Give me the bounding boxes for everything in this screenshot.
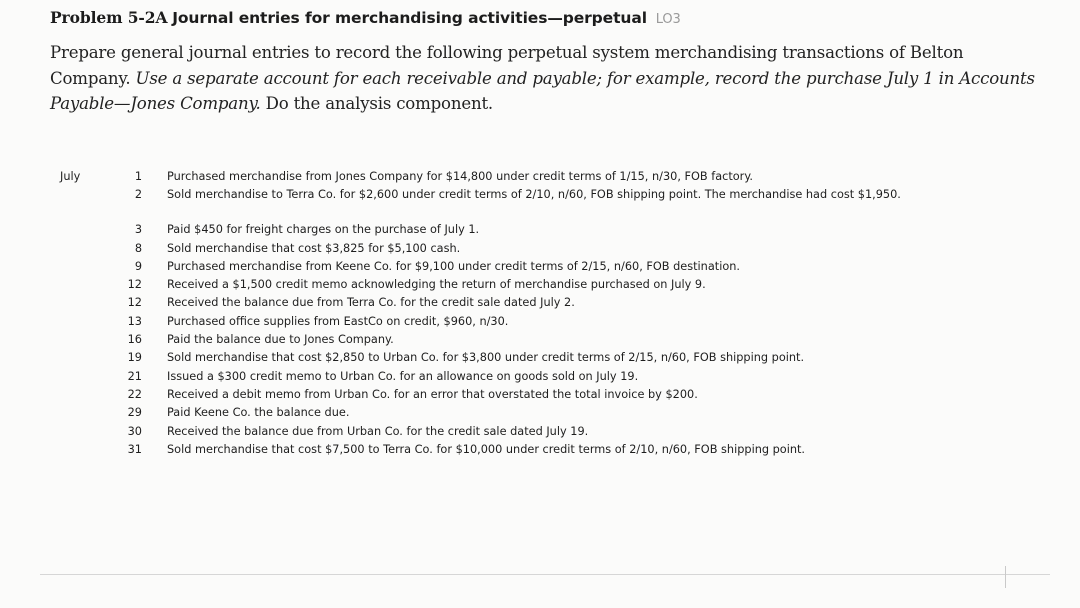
problem-heading — [50, 8, 681, 27]
transaction-text: Received a debit memo from Urban Co. for an error that overstated the total invoice by $200. — [167, 387, 698, 401]
transaction-row — [60, 368, 1050, 386]
transaction-row — [60, 276, 1050, 294]
instructions-tail: Do the analysis component. — [265, 94, 493, 113]
instructions-italic: Use a separate account for each receivable and payable; for example, record the purchase July 1 in Accounts Payable—Jones Company. — [50, 68, 1035, 113]
transaction-text: Received the balance due from Terra Co. for the credit sale dated July 2. — [167, 296, 575, 310]
transaction-day: 29 — [127, 406, 142, 420]
learning-objective: LO3 — [655, 12, 681, 27]
transaction-row — [60, 258, 1050, 276]
transaction-month: July — [60, 170, 81, 183]
problem-instructions — [50, 40, 1040, 117]
transaction-row — [60, 349, 1050, 367]
transaction-text: Paid Keene Co. the balance due. — [167, 406, 350, 420]
transaction-text: Received a $1,500 credit memo acknowledging the return of merchandise purchased on July 9. — [167, 278, 706, 292]
transaction-day: 3 — [134, 223, 142, 237]
transaction-row — [60, 294, 1050, 312]
transaction-list — [60, 168, 1050, 459]
transaction-text: Purchased merchandise from Jones Company for $14,800 under credit terms of 1/15, n/30, FOB factory. — [167, 170, 753, 183]
transaction-day: 21 — [127, 369, 142, 383]
page-crop-mark — [1005, 566, 1006, 588]
page-bottom-rule — [40, 574, 1050, 575]
transaction-day: 22 — [127, 387, 142, 401]
transaction-row — [60, 441, 1050, 459]
transaction-row — [60, 313, 1050, 331]
transaction-row — [60, 240, 1050, 258]
transaction-text: Purchased merchandise from Keene Co. for $9,100 under credit terms of 2/15, n/60, FOB destination. — [167, 259, 740, 273]
transaction-day: 1 — [134, 170, 142, 183]
transaction-text: Paid $450 for freight charges on the purchase of July 1. — [167, 223, 480, 237]
transaction-day: 12 — [127, 296, 142, 310]
transaction-row — [60, 423, 1050, 441]
transaction-text: Issued a $300 credit memo to Urban Co. for an allowance on goods sold on July 19. — [167, 369, 639, 383]
transaction-row — [60, 221, 1050, 239]
transaction-day: 9 — [134, 259, 142, 273]
transaction-row — [60, 386, 1050, 404]
transaction-text: Paid the balance due to Jones Company. — [167, 333, 394, 347]
transaction-day: 19 — [127, 351, 142, 365]
transaction-day: 16 — [127, 333, 142, 347]
transaction-day: 12 — [127, 278, 142, 292]
transaction-day: 31 — [127, 442, 142, 456]
transaction-row — [60, 331, 1050, 349]
transaction-day: 13 — [127, 314, 142, 328]
transaction-text: Sold merchandise that cost $2,850 to Urban Co. for $3,800 under credit terms of 2/15, n/60, FOB shipping point. — [167, 351, 805, 365]
transaction-text: Received the balance due from Urban Co. for the credit sale dated July 19. — [167, 424, 589, 438]
transaction-day: 8 — [134, 241, 142, 255]
problem-title: Journal entries for merchandising activities—perpetual — [172, 9, 647, 27]
transaction-row — [60, 168, 1050, 186]
transaction-text: Sold merchandise that cost $3,825 for $5,100 cash. — [167, 241, 461, 255]
transaction-day: 30 — [127, 424, 142, 438]
transaction-text: Sold merchandise to Terra Co. for $2,600 under credit terms of 2/10, n/60, FOB shipping point. The merchandise had cost $1,950. — [167, 188, 901, 202]
transaction-text: Sold merchandise that cost $7,500 to Terra Co. for $10,000 under credit terms of 2/10, n/60, FOB shipping point. — [167, 442, 806, 456]
transaction-row — [60, 186, 1050, 221]
problem-number: Problem 5-2A — [50, 8, 168, 27]
transaction-day: 2 — [134, 188, 142, 202]
transaction-row — [60, 404, 1050, 422]
instructions-lead: Prepare general journal entries to record the following perpetual system merchandising transactions of Belton Company. — [50, 43, 964, 88]
transaction-text: Purchased office supplies from EastCo on credit, $960, n/30. — [167, 314, 509, 328]
